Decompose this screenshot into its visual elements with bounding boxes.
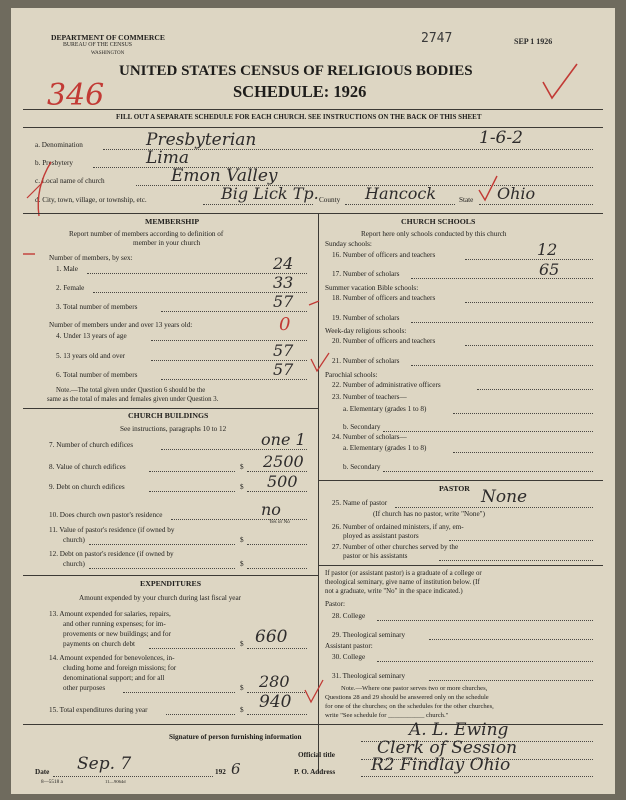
under-over-label: Number of members under and over 13 years old: <box>49 321 193 329</box>
q27-label-1: 27. Number of other churches served by the <box>332 543 459 551</box>
q13-label-2: and other running expenses; for im- <box>63 620 166 628</box>
po-address-label: P. O. Address <box>294 768 336 776</box>
yes-no-hint: Yes or No <box>269 519 290 525</box>
pastor-heading: PASTOR <box>439 484 470 493</box>
q11-label-2: church) <box>63 536 85 544</box>
schools-heading: CHURCH SCHOOLS <box>401 217 476 226</box>
q12-label-2: church) <box>63 560 85 568</box>
presbytery-label: b. Presbytery <box>35 159 73 167</box>
q5-value: 57 <box>273 341 294 360</box>
q21-label: 21. Number of scholars <box>332 357 400 365</box>
pastor-sublabel: Pastor: <box>325 600 345 608</box>
q9-dollar: $ <box>240 483 244 491</box>
membership-heading: MEMBERSHIP <box>145 217 200 226</box>
q27-label-2: pastor or his assistants <box>343 552 408 560</box>
q13-dollar: $ <box>240 640 244 648</box>
q24b-label: b. Secondary <box>343 463 381 471</box>
bureau-line: BUREAU OF THE CENSUS <box>63 42 132 48</box>
state-value: Ohio <box>497 184 536 203</box>
q14-label-4: other purposes <box>63 684 106 692</box>
q14-dollar: $ <box>240 684 244 692</box>
q15-value: 940 <box>259 692 292 712</box>
q14-value: 280 <box>259 672 290 691</box>
q3-label: 3. Total number of members <box>56 303 138 311</box>
official-title-label: Official title <box>298 751 335 759</box>
q12-label-1: 12. Debt on pastor's residence (if owned by <box>49 550 174 558</box>
signature-label: Signature of person furnishing information <box>169 733 302 741</box>
city-line: WASHINGTON <box>91 51 125 56</box>
q9-label: 9. Debt on church edifices <box>49 483 125 491</box>
parochial-schools-label: Parochial schools: <box>325 371 378 379</box>
denomination-code: 1-6-2 <box>479 128 523 148</box>
q11-dollar: $ <box>240 536 244 544</box>
q9-value: 500 <box>267 472 298 491</box>
local-name-label: c. Local name of church <box>35 177 105 185</box>
summer-schools-label: Summer vacation Bible schools: <box>325 284 419 292</box>
year-value: 6 <box>231 760 241 778</box>
q15-label: 15. Total expenditures during year <box>49 706 148 714</box>
q14-label-1: 14. Amount expended for benevolences, in- <box>49 654 175 662</box>
membership-intro-2: member in your church <box>133 239 201 247</box>
q7-label: 7. Number of church edifices <box>49 441 134 449</box>
q25-label: 25. Name of pastor <box>332 499 388 507</box>
presbytery-value: Lima <box>146 148 189 168</box>
q15-dollar: $ <box>240 706 244 714</box>
q2-label: 2. Female <box>56 284 85 292</box>
q29-label: 29. Theological seminary <box>332 631 406 639</box>
q16-value: 12 <box>537 240 558 259</box>
po-address-value: R2 Findlay Ohio <box>371 755 511 775</box>
state-label: State <box>459 196 474 204</box>
q4-value: 0 <box>279 314 291 335</box>
q7-value: one 1 <box>261 430 306 449</box>
q23a-label: a. Elementary (grades 1 to 8) <box>343 405 427 413</box>
date-label: Date <box>35 768 50 776</box>
date-value: Sep. 7 <box>77 754 132 774</box>
q1-label: 1. Male <box>56 265 78 273</box>
q8-label: 8. Value of church edifices <box>49 463 126 471</box>
census-schedule-form <box>11 8 615 794</box>
red-check-expenditures <box>303 676 327 716</box>
sunday-schools-label: Sunday schools: <box>325 240 372 248</box>
q17-value: 65 <box>539 260 560 279</box>
q17-label: 17. Number of scholars <box>332 270 400 278</box>
signature-value: A. L. Ewing <box>409 720 509 740</box>
q6-value: 57 <box>273 360 294 379</box>
q23b-label: b. Secondary <box>343 423 381 431</box>
expenditures-heading: EXPENDITURES <box>140 579 202 588</box>
city-value: Big Lick Tp. <box>221 184 319 203</box>
q13-value: 660 <box>255 627 288 647</box>
weekday-schools-label: Week-day religious schools: <box>325 327 407 335</box>
pastor-note-2: Questions 28 and 29 should be answered only on the schedule <box>325 694 489 701</box>
q20-label: 20. Number of officers and teachers <box>332 337 436 345</box>
q6-label: 6. Total number of members <box>56 371 138 379</box>
q2-value: 33 <box>273 273 294 292</box>
q30-label: 30. College <box>332 653 366 661</box>
q26-label-2: ployed as assistant pastors <box>343 532 419 540</box>
expenditures-sub: Amount expended by your church during last fiscal year <box>79 594 242 602</box>
q23-label: 23. Number of teachers— <box>332 393 407 401</box>
local-name-value: Emon Valley <box>171 166 278 186</box>
q18-label: 18. Number of officers and teachers <box>332 294 436 302</box>
q4-label: 4. Under 13 years of age <box>56 332 127 340</box>
q19-label: 19. Number of scholars <box>332 314 400 322</box>
form-code: 8—5518 a <box>41 779 63 785</box>
q31-label: 31. Theological seminary <box>332 672 406 680</box>
denomination-label: a. Denomination <box>35 141 83 149</box>
members-by-sex-label: Number of members, by sex: <box>49 254 133 262</box>
pastor-note-1: Note.—Where one pastor serves two or more churches, <box>341 685 488 692</box>
county-value: Hancock <box>365 184 437 203</box>
official-title-value: Clerk of Session <box>377 738 518 758</box>
buildings-heading: CHURCH BUILDINGS <box>128 411 209 420</box>
q14-label-2: cluding home and foreign missions; for <box>63 664 177 672</box>
q25-note: (If church has no pastor, write "None") <box>373 510 485 518</box>
received-stamp: SEP 1 1926 <box>514 37 553 46</box>
pastor-note-4: write "See schedule for ___________ church." <box>325 712 449 719</box>
red-check-state <box>477 174 499 204</box>
form-title: UNITED STATES CENSUS OF RELIGIOUS BODIES <box>119 63 473 79</box>
q16-label: 16. Number of officers and teachers <box>332 251 436 259</box>
q25-value: None <box>481 487 528 507</box>
stamp-number: 2747 <box>421 31 453 46</box>
membership-intro-1: Report number of members according to definition of <box>69 230 224 238</box>
pastor-note-3: for one of the churches; on the schedules for the other churches, <box>325 703 494 710</box>
q24-label: 24. Number of scholars— <box>332 433 407 441</box>
separate-schedule-instruction: FILL OUT A SEPARATE SCHEDULE FOR EACH CHURCH. SEE INSTRUCTIONS ON THE BACK OF THIS SHEET <box>116 113 482 121</box>
county-label: County <box>319 196 341 204</box>
membership-note-2: same as the total of males and females given under Question 3. <box>47 396 219 403</box>
q11-label-1: 11. Value of pastor's residence (if owned by <box>49 526 175 534</box>
q12-dollar: $ <box>240 560 244 568</box>
red-tick-marks <box>307 291 333 381</box>
graduate-note-1: If pastor (or assistant pastor) is a graduate of a college or <box>325 570 482 577</box>
schedule-title: SCHEDULE: 1926 <box>233 82 367 101</box>
q10-label: 10. Does church own pastor's residence <box>49 511 163 519</box>
department-line: DEPARTMENT OF COMMERCE <box>51 33 165 42</box>
q1-value: 24 <box>273 254 294 273</box>
q14-label-3: denominational support; and for all <box>63 674 165 682</box>
q26-label-1: 26. Number of ordained ministers, if any, em- <box>332 523 464 531</box>
q10-value: no <box>261 500 281 519</box>
graduate-note-2: theological seminary, give name of institution below. (If <box>325 579 480 586</box>
city-label: d. City, town, village, or township, etc. <box>35 196 147 204</box>
q3-value: 57 <box>273 292 294 311</box>
q28-label: 28. College <box>332 612 366 620</box>
q13-label-4: payments on church debt <box>63 640 136 648</box>
membership-note-1: Note.—The total given under Question 6 should be the <box>56 387 206 394</box>
year-prefix: 192 <box>215 768 226 776</box>
schools-intro: Report here only schools conducted by this church <box>361 230 507 238</box>
q22-label: 22. Number of administrative officers <box>332 381 441 389</box>
red-check-mark <box>541 60 581 102</box>
assistant-pastor-sublabel: Assistant pastor: <box>325 642 373 650</box>
q5-label: 5. 13 years old and over <box>56 352 126 360</box>
q13-label-3: provements or new buildings; and for <box>63 630 171 638</box>
q8-value: 2500 <box>263 452 304 471</box>
buildings-sub: See instructions, paragraphs 10 to 12 <box>120 425 227 433</box>
denomination-value: Presbyterian <box>146 130 257 150</box>
q8-dollar: $ <box>240 463 244 471</box>
form-code-2: 11—9064d <box>105 779 126 784</box>
red-file-number: 346 <box>47 78 105 113</box>
graduate-note-3: not a graduate, write "No" in the space indicated.) <box>325 588 463 595</box>
q24a-label: a. Elementary (grades 1 to 8) <box>343 444 427 452</box>
q13-label-1: 13. Amount expended for salaries, repairs, <box>49 610 171 618</box>
